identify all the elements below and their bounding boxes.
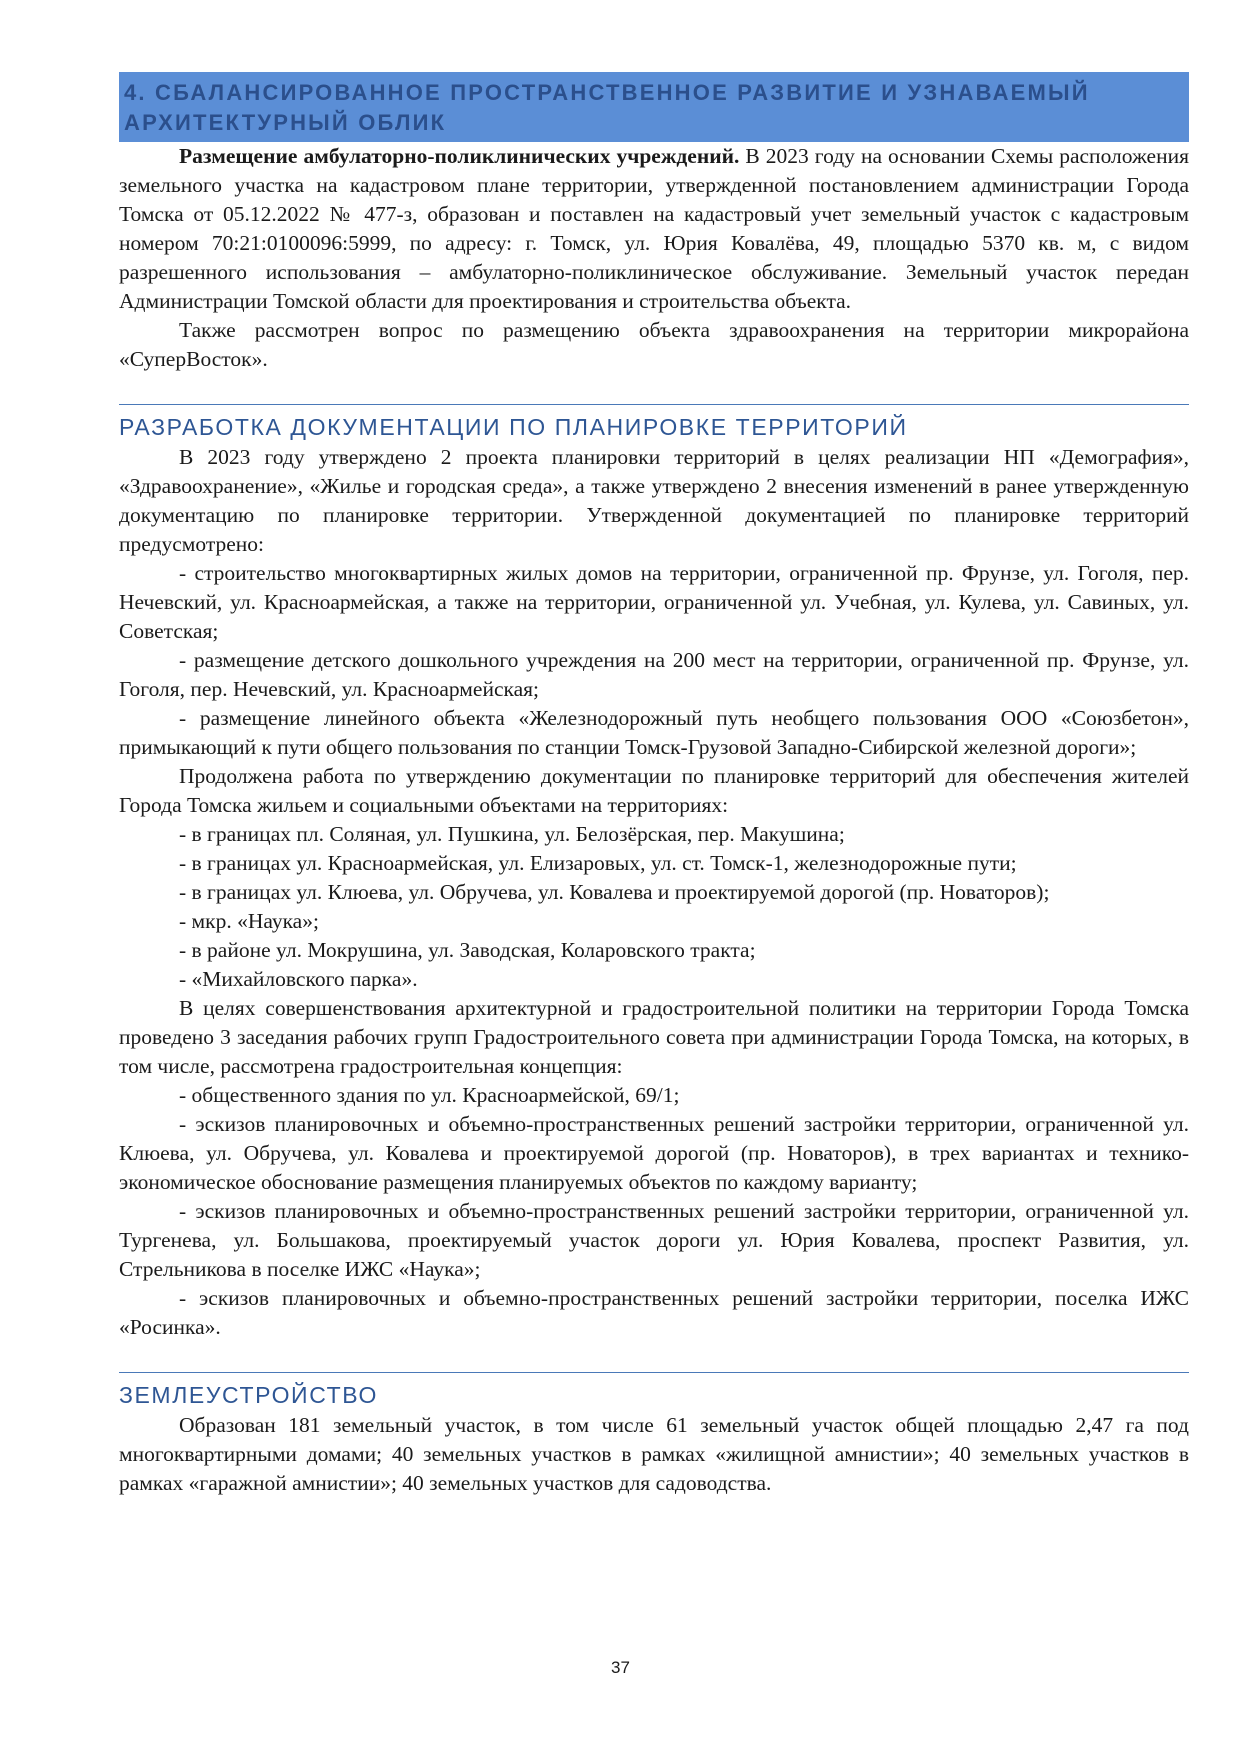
land-paragraph-1: Образован 181 земельный участок, в том числе 61 земельный участок общей площадью 2,47 га под многоквартирными домами; 40 земельных участков в рамках «жилищной амнистии»; 40 земельных участков в рамках «гаражной амнистии»; 40 земельных участков для садоводства. (119, 1413, 1189, 1495)
land-section (119, 1372, 1189, 1498)
chapter-title: 4. СБАЛАНСИРОВАННОЕ ПРОСТРАНСТВЕННОЕ РАЗВИТИЕ И УЗНАВАЕМЫЙ АРХИТЕКТУРНЫЙ ОБЛИК (124, 80, 1090, 135)
list-item: - в границах ул. Красноармейская, ул. Елизаровых, ул. ст. Томск-1, железнодорожные пути; (179, 851, 1017, 875)
planning-paragraph-1: В 2023 году утверждено 2 проекта планировки территорий в целях реализации НП «Демография», «Здравоохранение», «Жилье и городская среда», а также утверждено 2 внесения изменений в ранее утвержденную документацию по планировке территории. Утвержденной документацией по планировке территорий предусмотрено: (119, 445, 1189, 556)
intro-lead-bold: Размещение амбулаторно-поликлинических учреждений. (179, 144, 740, 168)
page-number: 37 (611, 1658, 630, 1677)
list-item: - размещение линейного объекта «Железнодорожный путь необщего пользования ООО «Союзбетон», примыкающий к пути общего пользования по станции Томск-Грузовой Западно-Сибирской железной дороги»; (119, 706, 1189, 759)
planning-heading: РАЗРАБОТКА ДОКУМЕНТАЦИИ ПО ПЛАНИРОВКЕ ТЕРРИТОРИЙ (119, 414, 908, 440)
list-item: - в границах ул. Клюева, ул. Обручева, ул. Ковалева и проектируемой дорогой (пр. Новаторов); (179, 880, 1050, 904)
planning-paragraph-3: В целях совершенствования архитектурной и градостроительной политики на территории Города Томска проведено 3 заседания рабочих групп Градостроительного совета при администрации Города Томска, на которых, в том числе, рассмотрена градостроительная концепция: (119, 996, 1189, 1078)
list-item: - эскизов планировочных и объемно-пространственных решений застройки территории, ограниченной ул. Клюева, ул. Обручева, ул. Ковалева и проектируемой дорогой (пр. Новаторов), в трех вариантах и технико-экономическое обоснование размещения планируемых объектов по каждому варианту; (119, 1112, 1189, 1194)
planning-paragraph-2: Продолжена работа по утверждению документации по планировке территорий для обеспечения жителей Города Томска жильем и социальными объектами на территориях: (119, 764, 1189, 817)
list-item: - мкр. «Наука»; (179, 909, 319, 933)
planning-section (119, 404, 1189, 1342)
list-item: - размещение детского дошкольного учреждения на 200 мест на территории, ограниченной пр. Фрунзе, ул. Гоголя, пер. Нечевский, ул. Красноармейская; (119, 648, 1189, 701)
document-page (119, 72, 1189, 1498)
intro-paragraph-2: Также рассмотрен вопрос по размещению объекта здравоохранения на территории микрорайона «СуперВосток». (119, 318, 1189, 371)
list-item: - в границах пл. Соляная, ул. Пушкина, ул. Белозёрская, пер. Макушина; (179, 822, 845, 846)
intro-lead-text: В 2023 году на основании Схемы расположения земельного участка на кадастровом плане территории, утвержденной постановлением администрации Города Томска от 05.12.2022 № 477-з, образован и поставлен на кадастровый учет земельный участок с кадастровым номером 70:21:0100096:5999, по адресу: г. Томск, ул. Юрия Ковалёва, 49, площадью 5370 кв. м, с видом разрешенного использования – амбулаторно-поликлиническое обслуживание. Земельный участок передан Администрации Томской области для проектирования и строительства объекта. (119, 144, 1189, 313)
intro-paragraph (119, 142, 1189, 316)
list-item: - строительство многоквартирных жилых домов на территории, ограниченной пр. Фрунзе, ул. Гоголя, пер. Нечевский, ул. Красноармейская, а также на территории, ограниченной ул. Учебная, ул. Кулева, ул. Савиных, ул. Советская; (119, 561, 1189, 643)
list-item: - эскизов планировочных и объемно-пространственных решений застройки территории, поселка ИЖС «Росинка». (119, 1286, 1189, 1339)
list-item: - в районе ул. Мокрушина, ул. Заводская, Коларовского тракта; (179, 938, 756, 962)
chapter-banner (119, 72, 1189, 142)
list-item: - «Михайловского парка». (179, 967, 418, 991)
land-heading: ЗЕМЛЕУСТРОЙСТВО (119, 1382, 378, 1408)
list-item: - эскизов планировочных и объемно-пространственных решений застройки территории, ограниченной ул. Тургенева, ул. Большакова, проектируемый участок дороги ул. Юрия Ковалева, проспект Развития, ул. Стрельникова в поселке ИЖС «Наука»; (119, 1199, 1189, 1281)
list-item: - общественного здания по ул. Красноармейской, 69/1; (179, 1083, 680, 1107)
